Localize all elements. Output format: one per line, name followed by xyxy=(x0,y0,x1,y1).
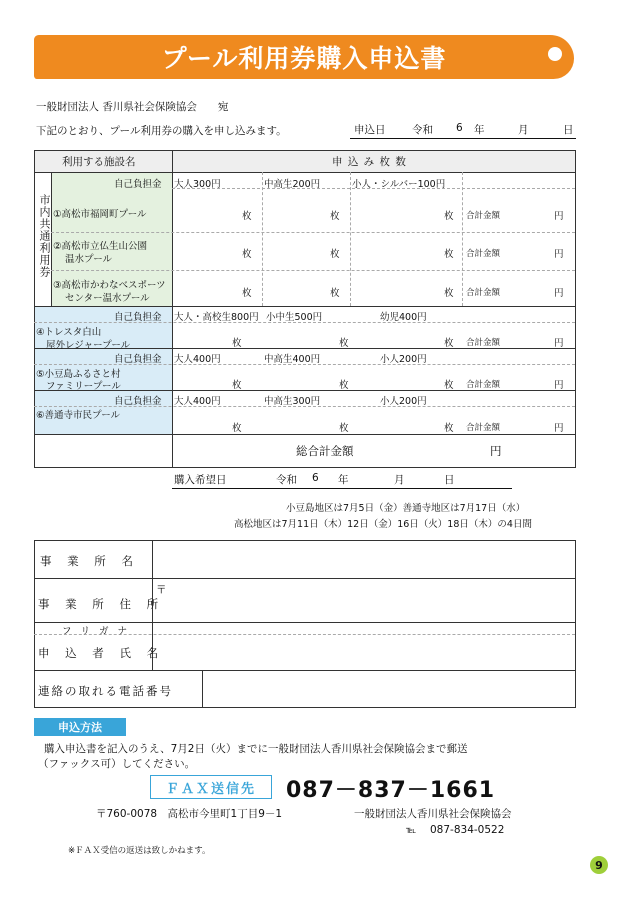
organization-name: 一般財団法人香川県社会保険協会 xyxy=(354,808,512,820)
unit-label: 枚 xyxy=(444,249,454,260)
unit-label: 枚 xyxy=(242,249,252,260)
price-child: 小人200円 xyxy=(380,354,427,365)
page-title: プール利用券購入申込書 xyxy=(161,44,447,73)
grid-line xyxy=(262,172,263,306)
price-adult: 大人400円 xyxy=(174,354,221,365)
pool-3-name: ③高松市かわなべスポーツ xyxy=(53,280,166,291)
price-junior: 中高生200円 xyxy=(264,179,321,190)
purchase-year: 6 xyxy=(312,472,319,484)
date-year-unit: 年 xyxy=(474,124,485,136)
purchase-era: 令和 xyxy=(276,474,297,486)
method-badge: 申込方法 xyxy=(34,718,126,736)
office-address-field[interactable] xyxy=(153,579,574,621)
pool-6-name: ⑥善通寺市民プール xyxy=(36,410,121,421)
price-child: 小人・シルバー100円 xyxy=(352,179,446,190)
fax-label: ＦＡＸ送信先 xyxy=(150,775,272,799)
grid-line xyxy=(34,172,576,173)
subtotal-label: 合計金額 xyxy=(466,423,501,433)
purchase-label: 購入希望日 xyxy=(174,474,227,486)
method-line-1: 購入申込書を記入のうえ、7月2日（火）までに一般財団法人香川県社会保険協会まで郵送 xyxy=(44,743,468,755)
unit-label: 枚 xyxy=(339,338,349,349)
fax-note: ※ＦＡＸ受信の返送は致しかねます。 xyxy=(68,846,211,856)
office-address-label: 事 業 所 住 所 xyxy=(38,597,165,611)
fax-number[interactable]: 087－837－1661 xyxy=(286,778,496,803)
unit-label: 枚 xyxy=(444,380,454,391)
yen-label: 円 xyxy=(554,288,564,299)
unit-label: 枚 xyxy=(444,288,454,299)
date-era: 令和 xyxy=(412,124,433,136)
grand-total-yen: 円 xyxy=(490,444,502,458)
tel-icon: ℡ xyxy=(406,825,417,836)
pool-3-name-2: センター温水プール xyxy=(65,293,150,304)
pool-4-name-2: 屋外レジャープール xyxy=(46,340,131,351)
price-junior: 中高生300円 xyxy=(264,396,321,407)
unit-label: 枚 xyxy=(444,423,454,434)
addressee: 一般財団法人 香川県社会保険協会 宛 xyxy=(36,101,229,113)
price-child: 小人200円 xyxy=(380,396,427,407)
unit-label: 枚 xyxy=(232,423,242,434)
purchase-day: 日 xyxy=(444,474,455,486)
unit-label: 枚 xyxy=(242,288,252,299)
header-facility: 利用する施設名 xyxy=(62,156,136,168)
applicant-name-label: 申 込 者 氏 名 xyxy=(38,646,165,660)
city-common-ticket-label: 市内共通利用券 xyxy=(38,194,51,278)
office-name-label: 事 業 所 名 xyxy=(40,554,139,568)
title-banner xyxy=(34,35,574,79)
grid-line xyxy=(51,172,52,306)
unit-label: 枚 xyxy=(339,380,349,391)
unit-label: 枚 xyxy=(330,288,340,299)
header-count: 申 込 み 枚 数 xyxy=(332,156,407,168)
applicant-name-field[interactable] xyxy=(153,635,574,669)
price-adult: 大人400円 xyxy=(174,396,221,407)
grid-line xyxy=(51,270,575,271)
decorative-dot xyxy=(548,47,562,61)
postal-address: 〒760-0078 高松市今里町1丁目9－1 xyxy=(96,808,283,820)
applicant-form xyxy=(34,540,576,708)
unit-label: 枚 xyxy=(444,211,454,222)
pool-2-name: ②高松市立仏生山公園 xyxy=(53,241,148,252)
purchase-month: 月 xyxy=(394,474,405,486)
yen-label: 円 xyxy=(554,380,564,391)
grand-total-label: 総合計金額 xyxy=(296,444,354,458)
pool-5-name: ⑤小豆島ふるさと村 xyxy=(36,369,121,380)
furigana-field[interactable] xyxy=(153,623,574,633)
tel-number[interactable]: 087-834-0522 xyxy=(430,824,505,836)
grid-line xyxy=(34,306,576,307)
subtotal-label: 合計金額 xyxy=(466,249,501,259)
date-month: 月 xyxy=(518,124,529,136)
grid-line xyxy=(172,150,173,468)
yen-label: 円 xyxy=(554,423,564,434)
unit-label: 枚 xyxy=(232,338,242,349)
subtotal-label: 合計金額 xyxy=(466,380,501,390)
self-pay-label: 自己負担金 xyxy=(114,312,162,323)
price-adult: 大人300円 xyxy=(174,179,221,190)
purchase-date-field[interactable] xyxy=(172,472,512,489)
intro-text: 下記のとおり、プール利用券の購入を申し込みます。 xyxy=(36,125,287,137)
pool-4-name: ④トレスタ白山 xyxy=(36,327,102,338)
phone-field[interactable] xyxy=(203,671,574,707)
order-table xyxy=(34,150,576,468)
date-label: 申込日 xyxy=(354,124,386,136)
price-junior: 小中生500円 xyxy=(266,312,323,323)
price-adult: 大人・高校生800円 xyxy=(174,312,259,323)
method-line-2: （ファックス可）してください。 xyxy=(38,758,196,770)
pool-1-name: ①高松市福岡町プール xyxy=(53,209,147,220)
date-day: 日 xyxy=(563,124,574,136)
unit-label: 枚 xyxy=(232,380,242,391)
price-child: 幼児400円 xyxy=(380,312,427,323)
pool-5-name-2: ファミリープール xyxy=(46,381,121,392)
note-takamatsu: 高松地区は7月11日（木）12日（金）16日（火）18日（木）の4日間 xyxy=(234,519,532,530)
grid-line xyxy=(462,172,463,306)
self-pay-label: 自己負担金 xyxy=(114,179,162,190)
postal-mark: 〒 xyxy=(156,584,167,596)
grid-line xyxy=(51,232,575,233)
self-pay-label: 自己負担金 xyxy=(114,396,162,407)
subtotal-label: 合計金額 xyxy=(466,211,501,221)
phone-label: 連絡の取れる電話番号 xyxy=(38,684,173,698)
page-number-badge: 9 xyxy=(590,856,608,874)
note-shodoshima-zentsuji: 小豆島地区は7月5日（金）善通寺地区は7月17日（水） xyxy=(286,503,526,514)
unit-label: 枚 xyxy=(339,423,349,434)
unit-label: 枚 xyxy=(444,338,454,349)
yen-label: 円 xyxy=(554,249,564,260)
price-junior: 中高生400円 xyxy=(264,354,321,365)
yen-label: 円 xyxy=(554,338,564,349)
subtotal-label: 合計金額 xyxy=(466,338,501,348)
furigana-label: フ リ ガ ナ xyxy=(62,626,131,637)
yen-label: 円 xyxy=(554,211,564,222)
unit-label: 枚 xyxy=(242,211,252,222)
application-date-field[interactable] xyxy=(350,122,576,139)
grid-line xyxy=(34,434,576,435)
unit-label: 枚 xyxy=(330,211,340,222)
grid-line xyxy=(350,172,351,306)
unit-label: 枚 xyxy=(330,249,340,260)
subtotal-label: 合計金額 xyxy=(466,288,501,298)
pool-2-name-2: 温水プール xyxy=(65,254,113,265)
purchase-year-unit: 年 xyxy=(338,474,349,486)
office-name-field[interactable] xyxy=(153,541,574,577)
date-year: 6 xyxy=(456,122,463,134)
self-pay-label: 自己負担金 xyxy=(114,354,162,365)
